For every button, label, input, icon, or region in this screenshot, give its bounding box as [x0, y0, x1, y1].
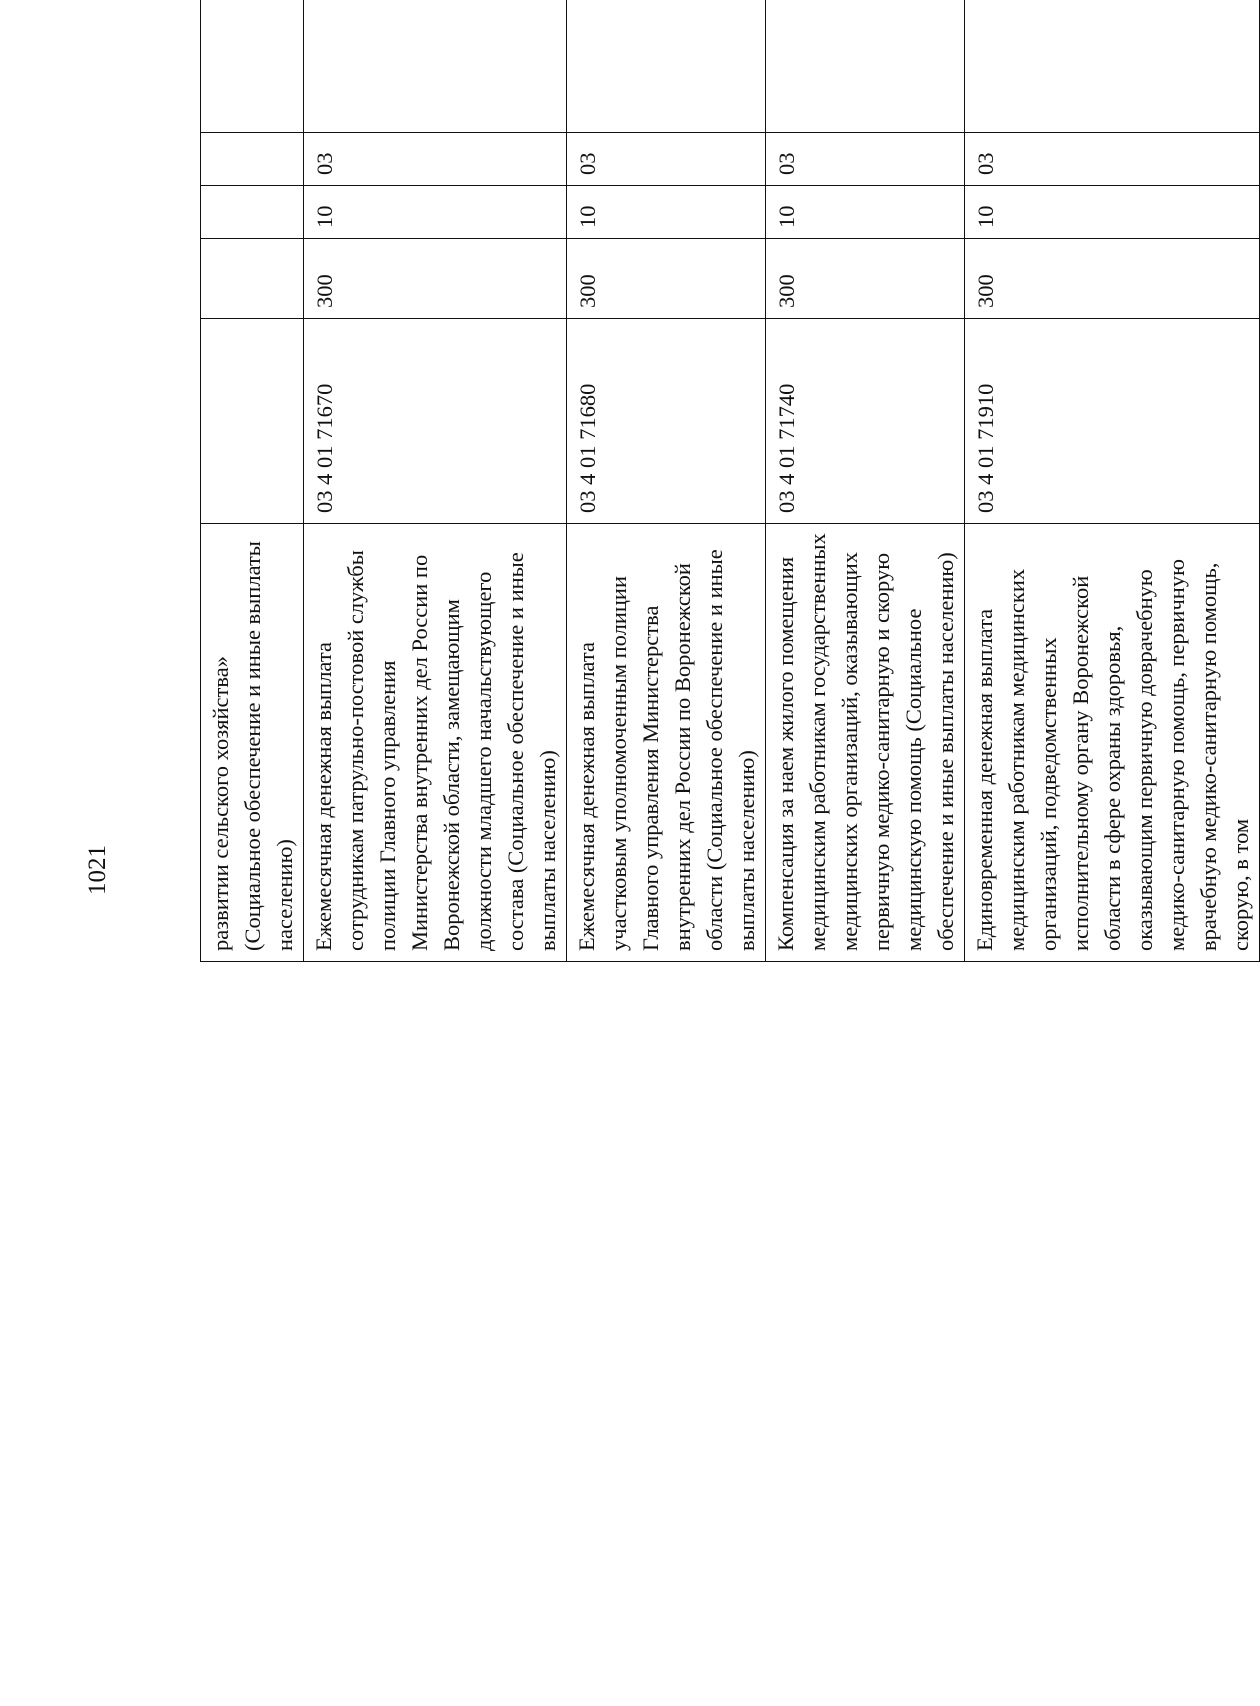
- row-description: Ежемесячная денежная выплата участковым уполномоченным полиции Главного управления Министерства внутренних дел России по Воронежской области (Социальное обеспечение и иные выплаты населению): [567, 524, 766, 962]
- row-expense-type: 300: [965, 239, 1260, 319]
- row-section: 10: [965, 186, 1260, 239]
- row-section: 10: [304, 186, 567, 239]
- row-description: Единовременная денежная выплата медицинским работникам медицинских организаций, подведомственных исполнительному органу Воронежской области в сфере охраны здоровья, оказывающим первичную доврачебную медико-санитарную помощь, первичную врачебную медико-санитарную помощь, скорую, в том: [965, 524, 1260, 962]
- row-section: 10: [766, 186, 965, 239]
- row-expense-type: 300: [304, 239, 567, 319]
- row-target-code: [201, 319, 304, 524]
- table-row: [201, 0, 304, 962]
- row-description: Ежемесячная денежная выплата сотрудникам патрульно-постовой службы полиции Главного управления Министерства внутренних дел России по Воронежской области, замещающим должности младшего начальствующего состава (Социальное обеспечение и иные выплаты населению): [304, 524, 567, 962]
- table-row: [766, 0, 965, 962]
- row-subsection: 03: [965, 133, 1260, 186]
- row-subsection: 03: [304, 133, 567, 186]
- row-sum-year1: [304, 0, 567, 133]
- row-target-code: 03 4 01 71740: [766, 319, 965, 524]
- row-sum-year1: [201, 0, 304, 133]
- row-expense-type: 300: [766, 239, 965, 319]
- row-sum-year1: [766, 0, 965, 133]
- budget-table-rotated: [200, 112, 1253, 1616]
- row-subsection: [201, 133, 304, 186]
- row-target-code: 03 4 01 71910: [965, 319, 1260, 524]
- row-subsection: 03: [766, 133, 965, 186]
- row-expense-type: 300: [567, 239, 766, 319]
- row-sum-year1: [965, 0, 1260, 133]
- budget-table: [200, 0, 1260, 962]
- row-section: 10: [567, 186, 766, 239]
- row-description: развитии сельского хозяйства» (Социальное обеспечение и иные выплаты населению): [201, 524, 304, 962]
- row-subsection: 03: [567, 133, 766, 186]
- table-row: [965, 0, 1260, 962]
- row-target-code: 03 4 01 71680: [567, 319, 766, 524]
- row-description: Компенсация за наем жилого помещения медицинским работникам государственных медицинских организаций, оказывающих первичную медико-санитарную и скорую медицинскую помощь (Социальное обеспечение и иные выплаты населению): [766, 524, 965, 962]
- row-sum-year1: [567, 0, 766, 133]
- page-number: 1021: [84, 845, 111, 895]
- row-target-code: 03 4 01 71670: [304, 319, 567, 524]
- row-expense-type: [201, 239, 304, 319]
- table-row: [567, 0, 766, 962]
- table-row: [304, 0, 567, 962]
- row-section: [201, 186, 304, 239]
